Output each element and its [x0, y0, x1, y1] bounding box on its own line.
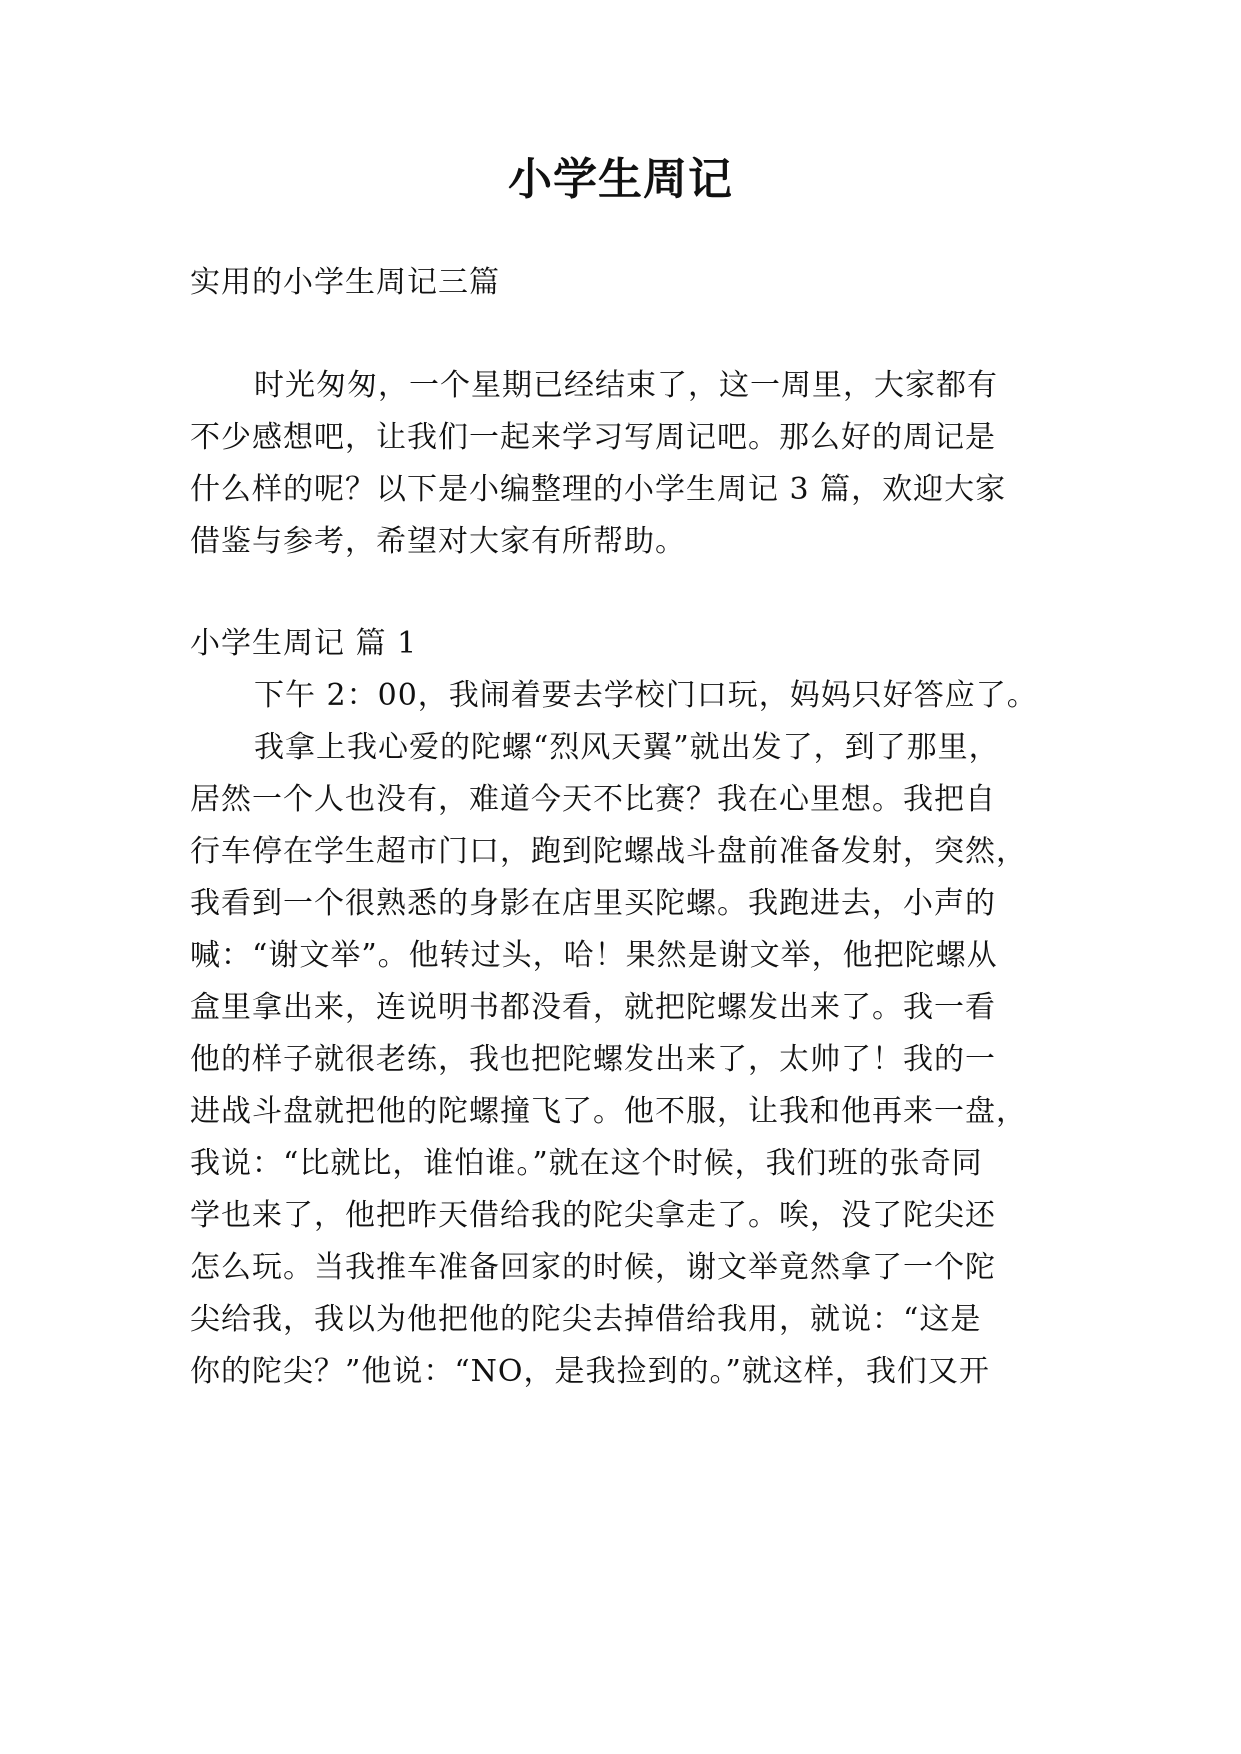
body-line: 尖给我，我以为他把他的陀尖去掉借给我用，就说：“这是: [190, 1302, 982, 1337]
intro-line: 时光匆匆，一个星期已经结束了，这一周里，大家都有: [254, 368, 998, 403]
body-line: 怎么玩。当我推车准备回家的时候，谢文举竟然拿了一个陀: [190, 1250, 996, 1285]
body-line: 居然一个人也没有，难道今天不比赛？我在心里想。我把自: [190, 782, 996, 817]
body-line: 行车停在学生超市门口，跑到陀螺战斗盘前准备发射，突然，: [190, 834, 1027, 869]
body-line: 进战斗盘就把他的陀螺撞飞了。他不服，让我和他再来一盘，: [190, 1094, 1027, 1129]
body-line: 我说：“比就比，谁怕谁。”就在这个时候，我们班的张奇同: [190, 1146, 983, 1181]
body-line: 他的样子就很老练，我也把陀螺发出来了，太帅了！我的一: [190, 1042, 996, 1077]
document-title: 小学生周记: [508, 154, 733, 205]
intro-line: 不少感想吧，让我们一起来学习写周记吧。那么好的周记是: [190, 420, 996, 455]
intro-line: 什么样的呢？以下是小编整理的小学生周记 3 篇，欢迎大家: [190, 472, 1007, 507]
body-line: 下午 2：00，我闹着要去学校门口玩，妈妈只好答应了。: [254, 678, 1038, 713]
document-subtitle: 实用的小学生周记三篇: [190, 265, 500, 300]
body-line: 我拿上我心爱的陀螺“烈风天翼”就出发了，到了那里，: [254, 730, 1000, 765]
body-line: 喊：“谢文举”。他转过头，哈！果然是谢文举，他把陀螺从: [190, 938, 998, 973]
body-line: 学也来了，他把昨天借给我的陀尖拿走了。唉，没了陀尖还: [190, 1198, 996, 1233]
body-line: 盒里拿出来，连说明书都没看，就把陀螺发出来了。我一看: [190, 990, 996, 1025]
section-heading: 小学生周记 篇 1: [190, 626, 418, 661]
intro-line: 借鉴与参考，希望对大家有所帮助。: [190, 524, 686, 559]
body-line: 你的陀尖？”他说：“NO，是我捡到的。”就这样，我们又开: [190, 1354, 990, 1389]
body-line: 我看到一个很熟悉的身影在店里买陀螺。我跑进去，小声的: [190, 886, 996, 921]
